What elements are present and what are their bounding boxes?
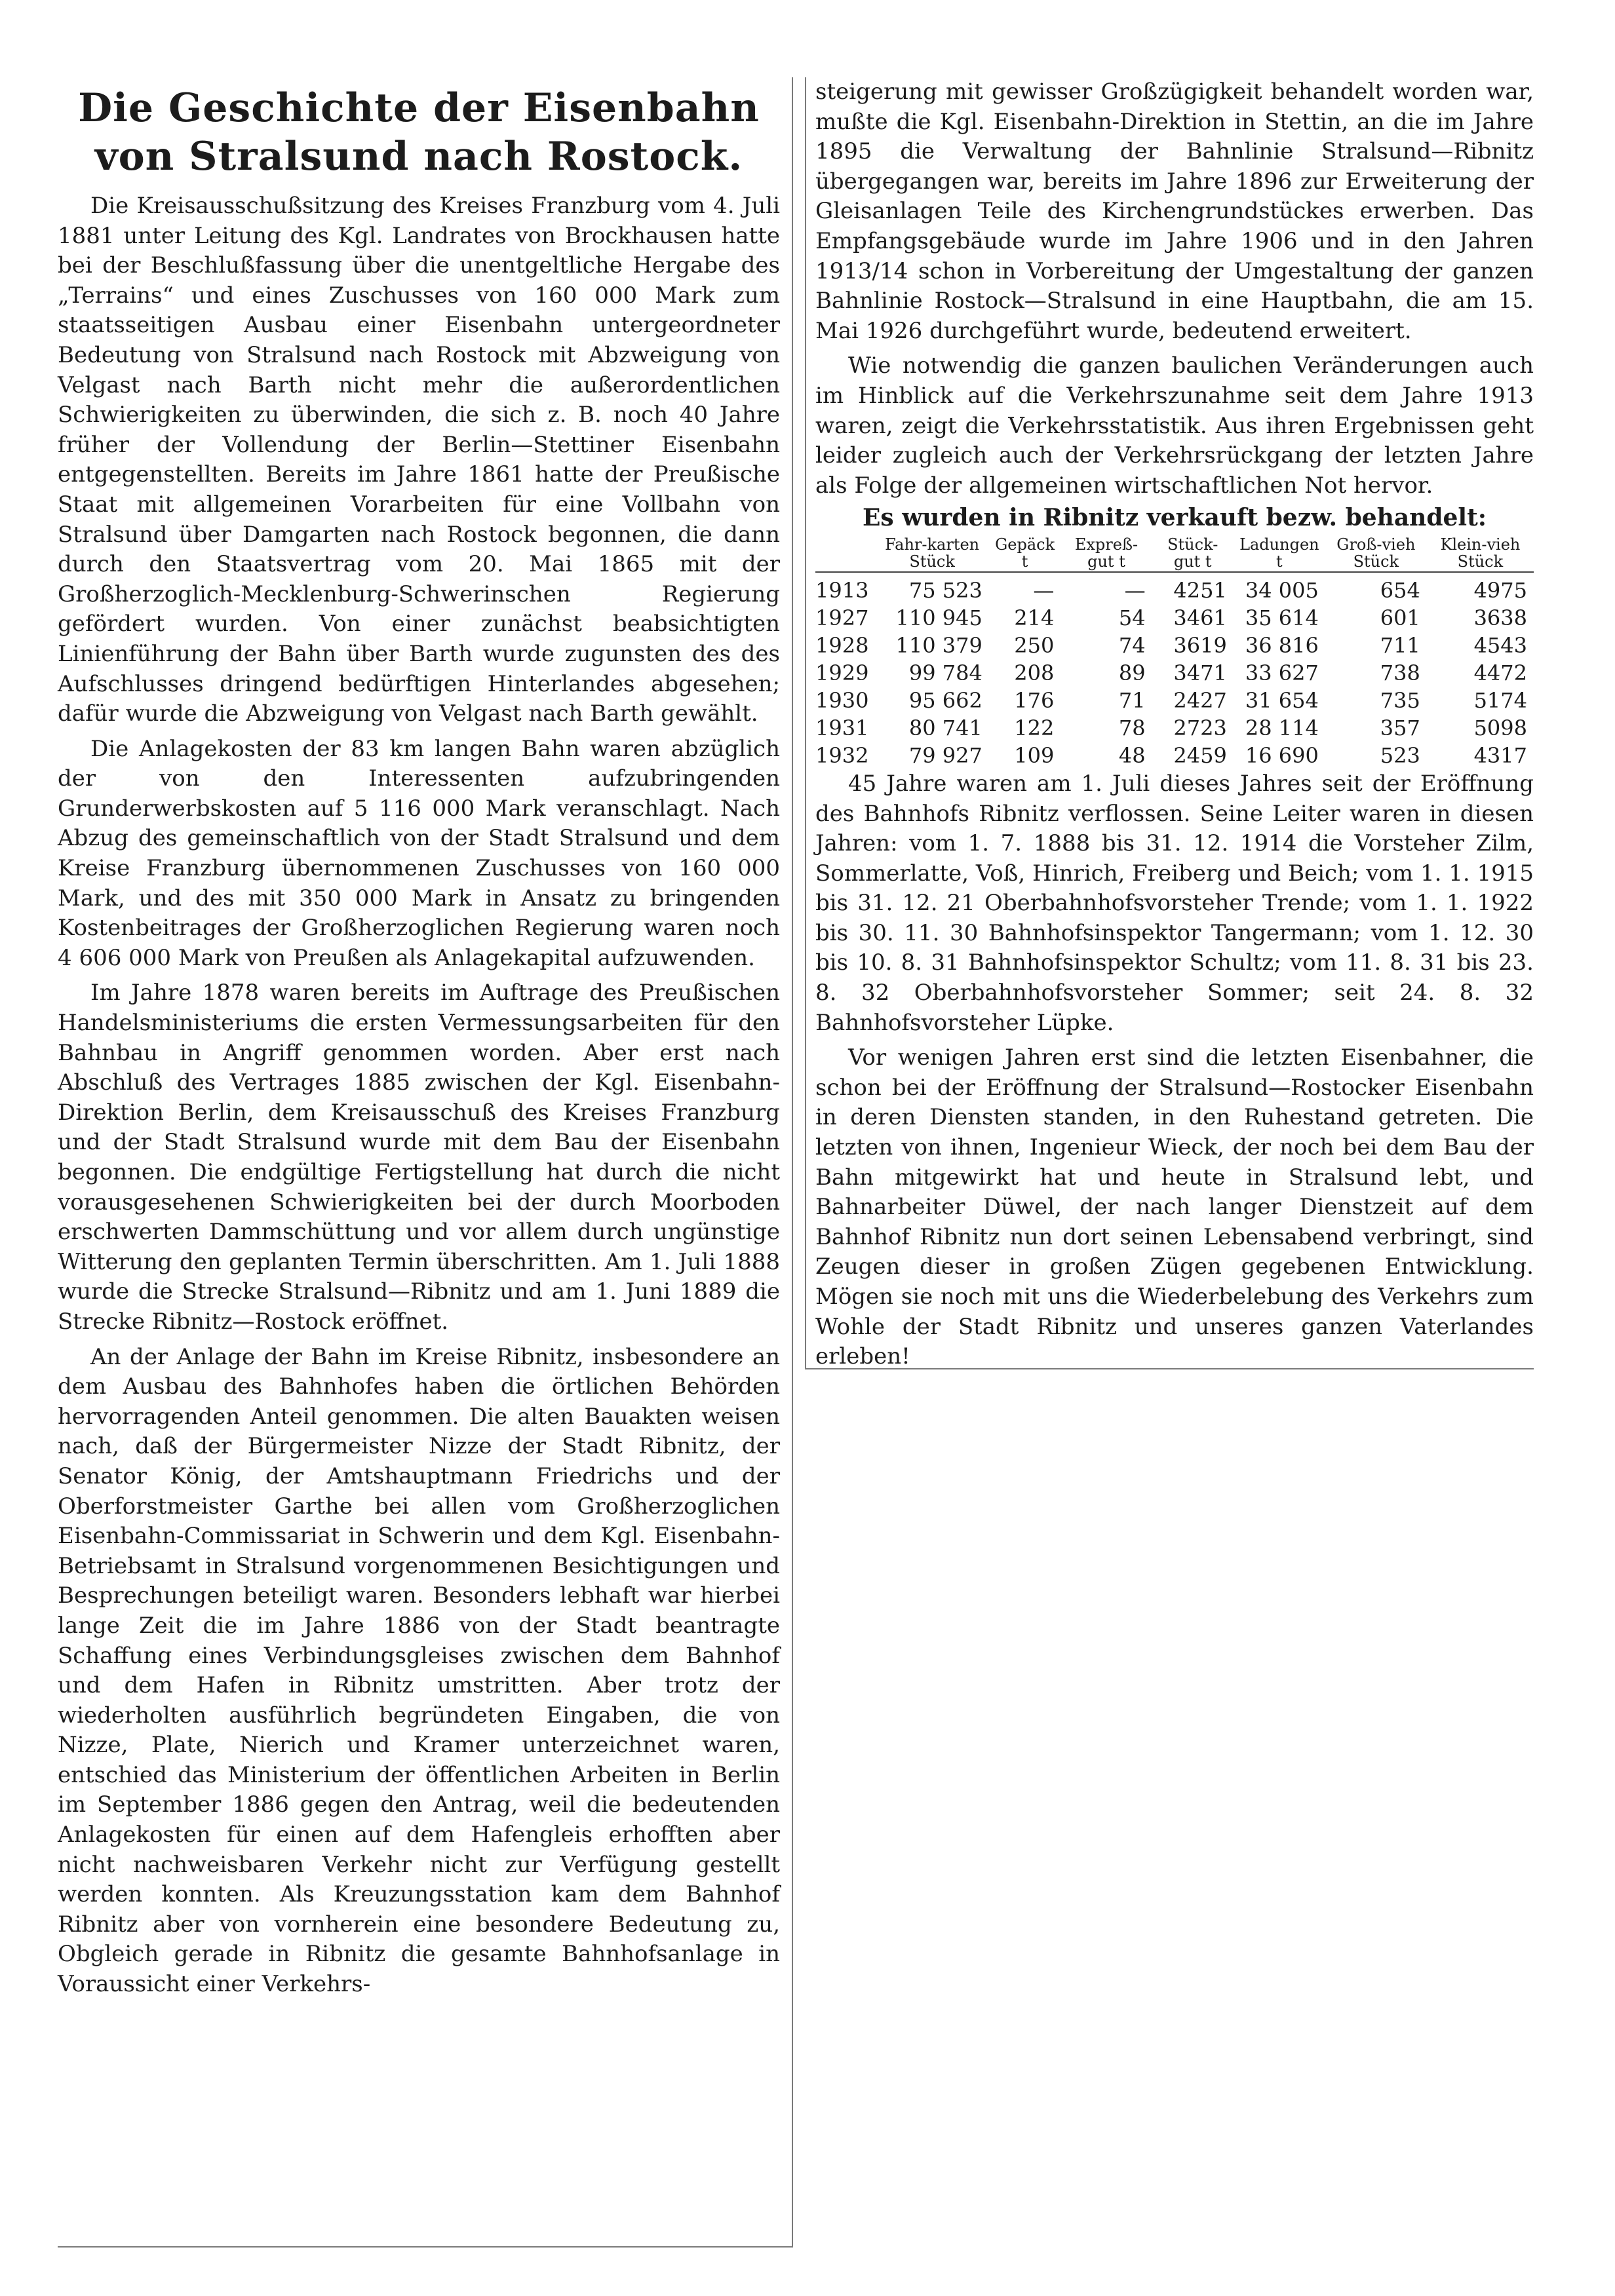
article-title: Die Geschichte der Eisenbahn von Stralsund nach Rostock. [78, 85, 760, 180]
right-column [805, 77, 1534, 1369]
table-cell: 176 [1014, 687, 1055, 713]
table-cell: — [1124, 577, 1146, 603]
table-cell: 735 [1380, 687, 1420, 713]
table-cell: 711 [1380, 632, 1420, 658]
table-cell: 71 [1118, 687, 1146, 713]
column-header: Fahr-karten Stück [875, 535, 988, 572]
table-row [815, 659, 1534, 687]
table-row [815, 572, 1534, 604]
table-cell: 1931 [815, 715, 869, 740]
table-cell: 2459 [1173, 742, 1227, 768]
table-cell: 54 [1118, 605, 1146, 630]
right-paragraph-2: Wie notwendig die ganzen baulichen Veränderungen auch im Hinblick auf die Verkehrszunahme seit dem Jahre 1913 waren, zeigt die Verkehrsstatistik. Aus ihren Ergebnissen geht leider zugleich auch der Verkehrsrückgang der letzten Jahre als Folge der allgemeinen wirtschaftlichen Not hervor. [815, 353, 1534, 499]
table-cell: 48 [1118, 742, 1146, 768]
table-cell: 1927 [815, 605, 869, 630]
table-cell: 4472 [1473, 660, 1527, 685]
table-cell: 74 [1118, 632, 1146, 658]
table-cell: 95 662 [908, 687, 983, 713]
traffic-statistics-table [815, 535, 1534, 769]
newspaper-clipping [58, 77, 1534, 2246]
table-cell: 601 [1380, 605, 1420, 630]
table-cell: 357 [1380, 715, 1420, 740]
column-header: Stück-gut t [1152, 535, 1234, 572]
table-cell: 122 [1014, 715, 1055, 740]
table-cell: — [1033, 577, 1055, 603]
table-cell: 214 [1014, 605, 1055, 630]
left-paragraph-2: Die Anlagekosten der 83 km langen Bahn waren abzüglich der von den Interessenten aufzubringenden Grunderwerbskosten auf 5 116 000 Mark veranschlagt. Nach Abzug des gemeinschaftlich von der Stadt Stralsund und dem Kreise Franzburg übernommenen Zuschusses von 160 000 Mark, und des mit 350 000 Mark in Ansatz zu bringenden Kostenbeitrages der Großherzoglichen Regierung waren noch 4 606 000 Mark von Preußen als Anlagekapital aufzuwenden. [58, 735, 780, 971]
table-cell: 33 627 [1245, 660, 1319, 685]
table-cell: 31 654 [1245, 687, 1319, 713]
table-cell: 1930 [815, 687, 869, 713]
table-cell: 79 927 [908, 742, 983, 768]
table-cell: 1929 [815, 660, 869, 685]
table-cell: 36 816 [1245, 632, 1319, 658]
table-row [815, 604, 1534, 632]
table-cell: 109 [1014, 742, 1055, 768]
table-cell: 4543 [1473, 632, 1527, 658]
table-cell: 75 523 [908, 577, 983, 603]
table-cell: 110 945 [895, 605, 983, 630]
table-cell: 523 [1380, 742, 1420, 768]
table-cell: 4251 [1173, 577, 1227, 603]
table-cell: 3471 [1173, 660, 1227, 685]
table-cell: 1932 [815, 742, 869, 768]
table-cell: 3461 [1173, 605, 1227, 630]
table-cell: 4975 [1473, 577, 1527, 603]
column-header: Gepäck t [989, 535, 1061, 572]
table-cell: 3638 [1473, 605, 1527, 630]
table-cell: 2427 [1173, 687, 1227, 713]
table-cell: 1913 [815, 577, 869, 603]
table-cell: 28 114 [1245, 715, 1319, 740]
table-row [815, 687, 1534, 714]
left-column [58, 77, 793, 2248]
column-header: Expreß-gut t [1060, 535, 1152, 572]
table-cell: 654 [1380, 577, 1420, 603]
right-paragraph-4: Vor wenigen Jahren erst sind die letzten Eisenbahner, die schon bei der Eröffnung der Stralsund—Rostocker Eisenbahn in deren Diensten standen, in den Ruhestand getreten. Die letzten von ihnen, Ingenieur Wieck, der noch bei dem Bau der Bahn mitgewirkt hat und heute in Stralsund lebt, und Bahnarbeiter Düwel, der nach langer Dienstzeit auf dem Bahnhof Ribnitz nun dort seinen Lebensabend verbringt, sind Zeugen dieser in großen Zügen gegebenen Entwicklung. Mögen sie noch mit uns die Wiederbelebung des Verkehrs zum Wohle der Stadt Ribnitz und unseres ganzen Vaterlandes erleben! [815, 1044, 1534, 1370]
table-cell: 208 [1014, 660, 1055, 685]
column-header: Klein-vieh Stück [1427, 535, 1534, 572]
right-paragraph-1: steigerung mit gewisser Großzügigkeit behandelt worden war, mußte die Kgl. Eisenbahn-Direktion in Stettin, an die im Jahre 1895 die Verwaltung der Bahnlinie Stralsund—Ribnitz übergegangen war, bereits im Jahre 1896 zur Erweiterung der Gleisanlagen Teile des Kirchengrundstückes erwerben. Das Empfangsgebäude wurde im Jahre 1906 und in den Jahren 1913/14 schon in Vorbereitung der Umgestaltung der ganzen Bahnlinie Rostock—Stralsund in eine Hauptbahn, die am 15. Mai 1926 durchgeführt wurde, bedeutend erweitert. [815, 79, 1534, 344]
table-cell: 78 [1118, 715, 1146, 740]
table-row [815, 742, 1534, 769]
table-cell: 4317 [1473, 742, 1527, 768]
table-row [815, 632, 1534, 659]
table-cell: 5098 [1473, 715, 1527, 740]
table-cell: 34 005 [1245, 577, 1319, 603]
statistics-heading: Es wurden in Ribnitz verkauft bezw. behandelt: [862, 504, 1487, 532]
table-cell: 80 741 [908, 715, 983, 740]
table-cell: 35 614 [1245, 605, 1319, 630]
table-cell: 110 379 [895, 632, 983, 658]
column-header [815, 535, 875, 572]
statistics-header-row [815, 535, 1534, 572]
table-cell: 99 784 [908, 660, 983, 685]
table-cell: 5174 [1473, 687, 1527, 713]
left-paragraph-3: Im Jahre 1878 waren bereits im Auftrage des Preußischen Handelsministeriums die ersten Vermessungsarbeiten für den Bahnbau in Angriff genommen worden. Aber erst nach Abschluß des Vertrages 1885 zwischen der Kgl. Eisenbahn-Direktion Berlin, dem Kreisausschuß des Kreises Franzburg und der Stadt Stralsund wurde mit dem Bau der Eisenbahn begonnen. Die endgültige Fertigstellung hat durch die nicht vorausgesehenen Schwierigkeiten bei der durch Moorboden erschwerten Dammschüttung und vor allem durch ungünstige Witterung den geplanten Termin überschritten. Am 1. Juli 1888 wurde die Strecke Stralsund—Ribnitz und am 1. Juni 1889 die Strecke Ribnitz—Rostock eröffnet. [58, 980, 780, 1335]
table-cell: 2723 [1173, 715, 1227, 740]
table-cell: 1928 [815, 632, 869, 658]
table-row [815, 714, 1534, 742]
table-cell: 3619 [1173, 632, 1227, 658]
column-header: Groß-vieh Stück [1325, 535, 1427, 572]
column-header: Ladungen t [1234, 535, 1325, 572]
table-cell: 250 [1014, 632, 1055, 658]
table-cell: 16 690 [1245, 742, 1319, 768]
table-cell: 738 [1380, 660, 1420, 685]
left-paragraph-4: An der Anlage der Bahn im Kreise Ribnitz, insbesondere an dem Ausbau des Bahnhofes haben die örtlichen Behörden hervorragenden Anteil genommen. Die alten Bauakten weisen nach, daß der Bürgermeister Nizze der Stadt Ribnitz, der Senator König, der Amtshauptmann Friedrichs und der Oberforstmeister Garthe bei allen vom Großherzoglichen Eisenbahn-Commissariat in Schwerin und dem Kgl. Eisenbahn-Betriebsamt in Stralsund vorgenommenen Besichtigungen und Besprechungen beteiligt waren. Besonders lebhaft war hierbei lange Zeit die im Jahre 1886 von der Stadt beantragte Schaffung eines Verbindungsgleises zwischen dem Bahnhof und dem Hafen in Ribnitz umstritten. Aber trotz der wiederholten ausführlich begründeten Eingaben, die von Nizze, Plate, Nierich und Kramer unterzeichnet waren, entschied das Ministerium der öffentlichen Arbeiten in Berlin im September 1886 gegen den Antrag, weil die bedeutenden Anlagekosten für einen auf dem Hafengleis erhofften aber nicht nachweisbaren Verkehr nicht zur Verfügung gestellt werden konnten. Als Kreuzungsstation kam dem Bahnhof Ribnitz aber von vornherein eine besondere Bedeutung zu, Obgleich gerade in Ribnitz die gesamte Bahnhofsanlage in Voraussicht einer Verkehrs- [58, 1343, 780, 1998]
left-paragraph-1: Die Kreisausschußsitzung des Kreises Franzburg vom 4. Juli 1881 unter Leitung des Kgl. Landrates von Brockhausen hatte bei der Beschlußfassung über die unentgeltliche Hergabe des „Terrains“ und eines Zuschusses von 160 000 Mark zum staatsseitigen Ausbau einer Eisenbahn untergeordneter Bedeutung von Stralsund nach Rostock mit Abzweigung von Velgast nach Barth nicht mehr die außerordentlichen Schwierigkeiten zu überwinden, die sich z. B. noch 40 Jahre früher der Vollendung der Berlin—Stettiner Eisenbahn entgegenstellten. Bereits im Jahre 1861 hatte der Preußische Staat mit allgemeinen Vorarbeiten für eine Vollbahn von Stralsund über Damgarten nach Rostock begonnen, die dann durch den Staatsvertrag vom 20. Mai 1865 mit der Großherzoglich-Mecklenburg-Schwerinschen Regierung gefördert wurden. Von einer zunächst beabsichtigten Linienführung der Bahn über Barth wurde zugunsten des des Aufschlusses dringend bedürftigen Hinterlandes abgesehen; dafür wurde die Abzweigung von Velgast nach Barth gewählt. [58, 193, 780, 727]
right-paragraph-3: 45 Jahre waren am 1. Juli dieses Jahres seit der Eröffnung des Bahnhofs Ribnitz verflossen. Seine Leiter waren in diesen Jahren: vom 1. 7. 1888 bis 31. 12. 1914 die Vorsteher Zilm, Sommerlatte, Voß, Hinrich, Freiberg und Beich; vom 1. 1. 1915 bis 31. 12. 21 Oberbahnhofsvorsteher Trende; vom 1. 1. 1922 bis 30. 11. 30 Bahnhofsinspektor Tangermann; vom 1. 12. 30 bis 10. 8. 31 Bahnhofsinspektor Schultz; vom 11. 8. 31 bis 23. 8. 32 Oberbahnhofsvorsteher Sommer; seit 24. 8. 32 Bahnhofsvorsteher Lüpke. [815, 770, 1534, 1036]
table-cell: 89 [1118, 660, 1146, 685]
